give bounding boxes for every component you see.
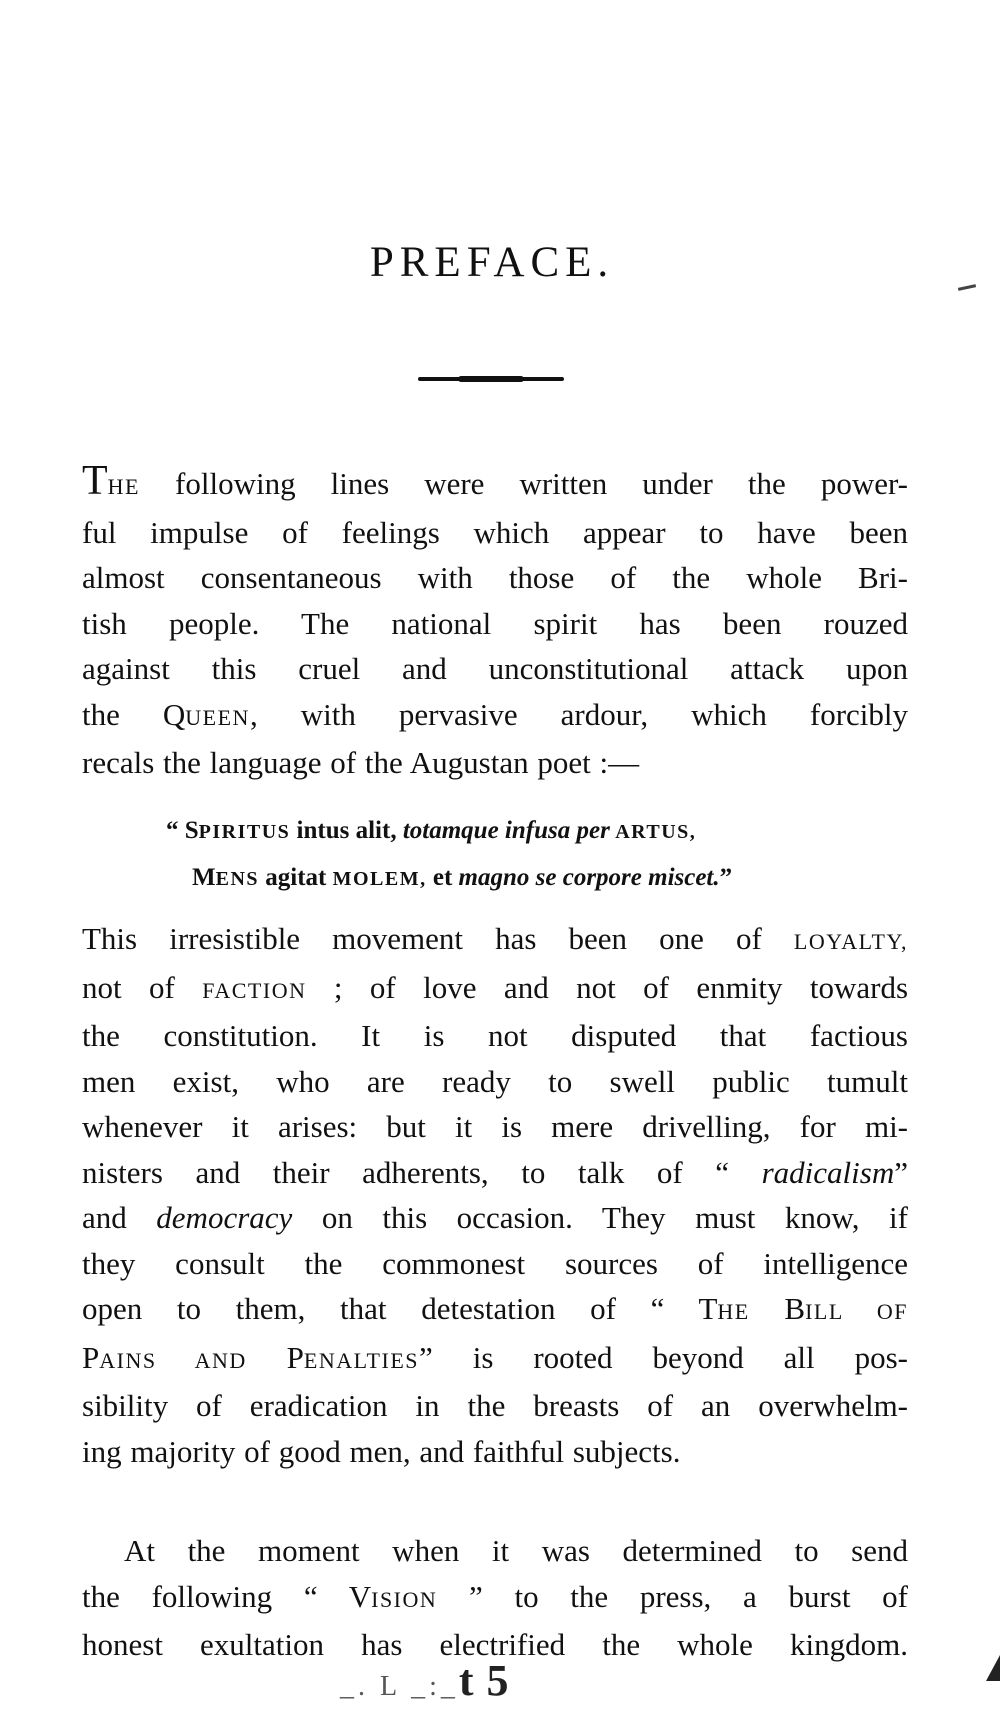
p3-line-2-pre: the following “ [82, 1578, 349, 1614]
mens-initial: M [192, 864, 216, 891]
bill-initial: B [749, 1291, 806, 1326]
paragraph-1 [82, 459, 908, 786]
bill-rest: ILL OF [805, 1299, 908, 1324]
p3-line-2 [82, 1574, 908, 1623]
p1-line-3: almost consentaneous with those of the whole Bri- [82, 560, 908, 595]
signature-text: t 5 [458, 1656, 510, 1705]
p1-line-6 [82, 692, 908, 741]
mens-rest: ENS [215, 868, 260, 890]
p1-line-6-pre: the [82, 696, 163, 732]
spiritus-initial: S [184, 817, 199, 844]
p3-line-2-post: ” to the press, a burst of [437, 1578, 908, 1614]
queen-initial: Q [162, 696, 186, 732]
p1-line-1 [82, 459, 908, 510]
quote-open: “ [166, 817, 185, 844]
p2-line-7-pre: and [82, 1200, 157, 1235]
p2-line-7-post: on this occasion. They must know, if [292, 1200, 908, 1235]
spiritus-rest: PIRITUS [198, 821, 291, 843]
p1-line-5: against this cruel and unconstitutional attack upon [82, 651, 908, 686]
vision-rest: ISION [371, 1586, 438, 1612]
p2-line-2-post: ; of love and not of enmity towards [306, 969, 909, 1005]
penalties-rest: ENALTIES [303, 1347, 419, 1373]
corner-mark [986, 1655, 1000, 1681]
queen-rest: UEEN [185, 704, 250, 730]
p2-line-7 [82, 1195, 908, 1241]
p2-line-1-pre: This irresistible movement has been one of [82, 921, 794, 956]
p2-line-12: ing majority of good men, and faithful subjects. [82, 1433, 681, 1469]
p2-line-10 [82, 1335, 908, 1384]
p2-line-10-post: ” is rooted beyond all pos- [419, 1339, 908, 1375]
p1-line-2: ful impulse of feelings which appear to have been [82, 514, 908, 550]
title-rule [418, 377, 564, 381]
p2-line-6 [82, 1150, 908, 1196]
p1-line-6-post: , with pervasive ardour, which forcibly [249, 696, 909, 732]
quote-l2-b: et [426, 864, 459, 891]
signature-mark [340, 1655, 510, 1706]
p2-line-9 [82, 1286, 908, 1335]
the-initial: T [698, 1291, 718, 1326]
quote-l2-a: agitat [259, 864, 333, 891]
p2-line-2-pre: not of [82, 969, 203, 1005]
p2-line-5: whenever it arises: but it is mere drivelling, for mi- [82, 1109, 908, 1144]
p1-line-1-text: following lines were written under the power- [139, 466, 908, 501]
p2-line-1 [82, 916, 908, 965]
quote-l1-a: intus alit, [290, 817, 403, 844]
penalties-initial: P [246, 1339, 304, 1375]
faction: FACTION [202, 977, 307, 1003]
drop-cap-rest: HE [107, 474, 140, 499]
quote-line-2 [166, 855, 846, 902]
p2-line-6-post: ” [894, 1154, 908, 1190]
quote-l1-italic: totamque infusa per [402, 817, 610, 844]
molem: MOLEM, [332, 868, 427, 890]
pains-initial: P [82, 1339, 100, 1375]
signature-faded: _. L _:_ [340, 1671, 459, 1702]
p2-line-4: men exist, who are ready to swell public tumult [82, 1063, 908, 1099]
the-rest: HE [717, 1299, 750, 1324]
paragraph-2 [82, 916, 908, 1474]
p2-line-3: the constitution. It is not disputed that factious [82, 1018, 908, 1053]
drop-cap: T [82, 458, 108, 504]
pains-rest: AINS AND [99, 1347, 247, 1373]
quote-l2-italic: magno se corpore miscet. [458, 864, 720, 891]
p2-line-11: sibility of eradication in the breasts of an overwhelm- [82, 1388, 908, 1423]
p2-line-9-pre: open to them, that detestation of “ [82, 1291, 699, 1326]
p2-line-8: they consult the commonest sources of intelligence [82, 1245, 908, 1281]
quote-close: ” [719, 864, 733, 891]
quote-line-1 [166, 808, 846, 855]
p3-line-3: honest exultation has electrified the whole kingdom. [82, 1627, 908, 1662]
p2-line-6-pre: nisters and their adherents, to talk of “ [82, 1154, 762, 1190]
p1-line-7: recals the language of the Augustan poet :— [82, 745, 640, 780]
artus: ARTUS, [609, 821, 697, 843]
radicalism: radicalism [761, 1154, 895, 1190]
vision-initial: V [348, 1578, 372, 1614]
latin-quotation [166, 808, 846, 902]
page-title: PREFACE. [369, 239, 615, 286]
p1-line-4: tish people. The national spirit has been rouzed [82, 605, 908, 641]
p2-line-2 [82, 965, 908, 1014]
democracy: democracy [156, 1200, 293, 1235]
paragraph-3 [82, 1528, 908, 1668]
p3-line-1: At the moment when it was determined to send [124, 1533, 908, 1568]
loyalty: LOYALTY, [793, 929, 908, 954]
